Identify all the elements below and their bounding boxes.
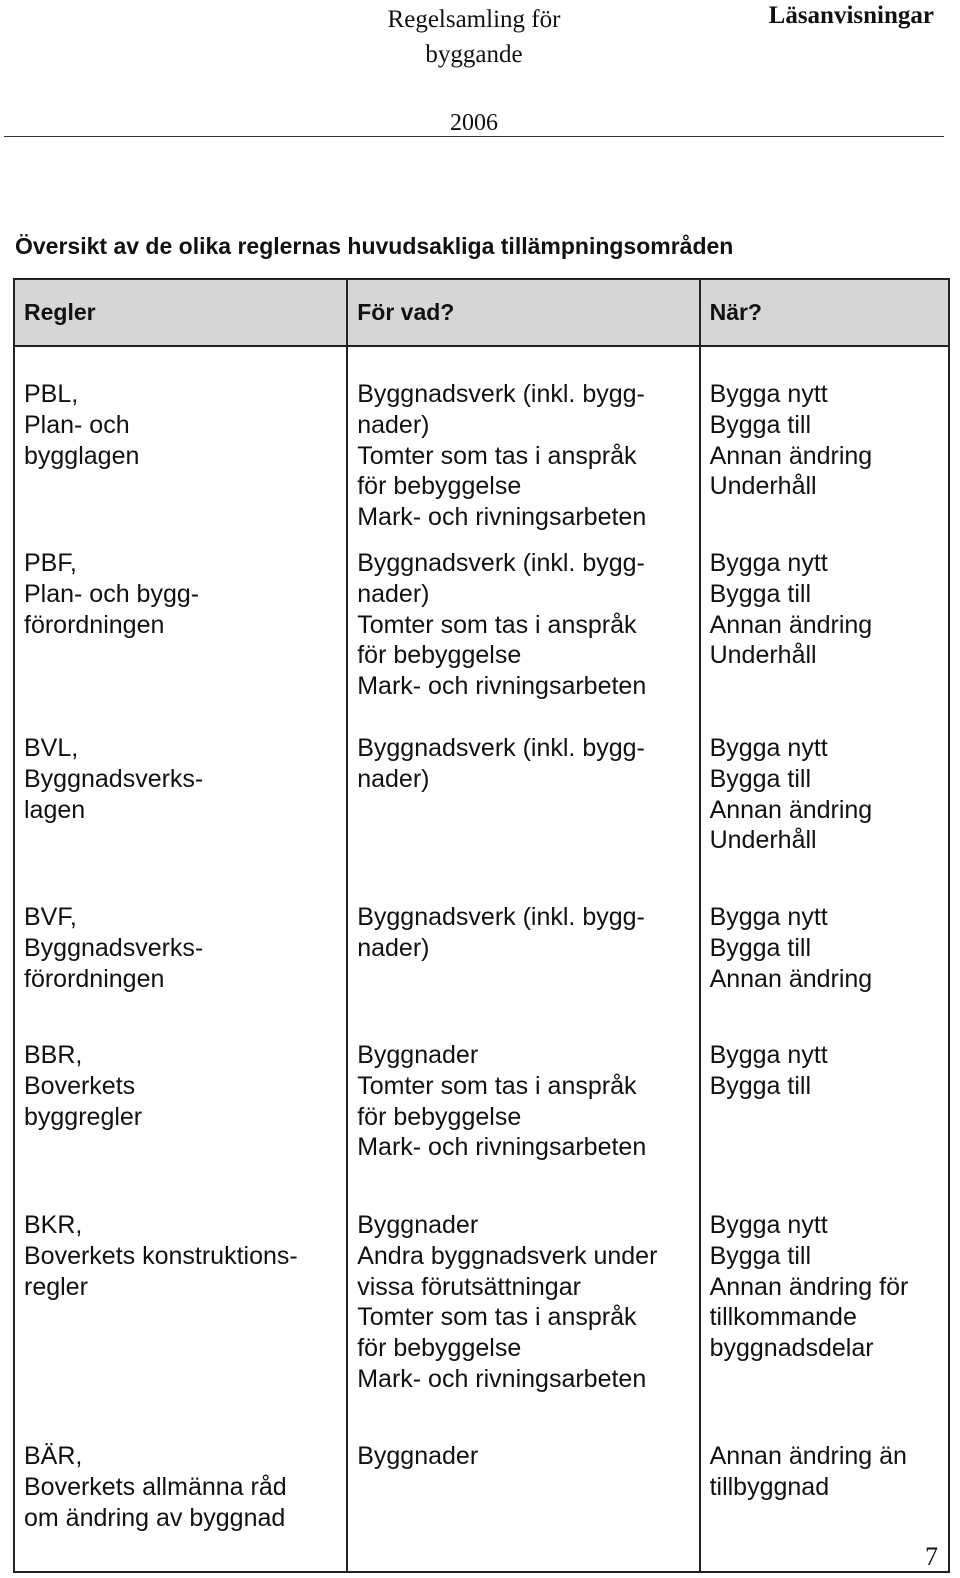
cell-line: nader) <box>357 410 430 439</box>
rules-table <box>13 278 950 1573</box>
cell-line: byggregler <box>24 1102 143 1131</box>
for-vad-cell <box>347 1025 699 1195</box>
cell-line: Byggnadsverk (inkl. bygg- <box>357 902 645 931</box>
cell-line: för bebyggelse <box>357 472 522 501</box>
cell-line: Annan ändring <box>709 441 873 470</box>
cell-line: för bebyggelse <box>357 1334 522 1363</box>
cell-line: Tomter som tas i anspråk <box>357 1071 637 1100</box>
for-vad-cell <box>347 533 699 718</box>
table-header-row <box>14 279 949 346</box>
cell-line: Mark- och rivningsarbeten <box>357 503 647 532</box>
cell-line: Byggnadsverk (inkl. bygg- <box>357 548 645 577</box>
header-divider <box>4 136 944 137</box>
for-vad-cell <box>347 887 699 1025</box>
cell-line: tillbyggnad <box>709 1472 830 1501</box>
document-title-line: Regelsamling för <box>387 6 561 33</box>
regler-cell <box>14 1025 347 1195</box>
cell-line: Underhåll <box>709 826 817 855</box>
cell-line: Bygga till <box>709 1241 812 1270</box>
cell-line: nader) <box>357 933 430 962</box>
cell-line: Bygga nytt <box>709 380 828 408</box>
cell-line: Bygga nytt <box>709 548 828 577</box>
cell-line: Mark- och rivningsarbeten <box>357 1364 647 1393</box>
table-row <box>14 1195 949 1426</box>
cell-line: förordningen <box>24 610 165 639</box>
cell-line: Tomter som tas i anspråk <box>357 610 637 639</box>
nar-cell <box>700 1426 949 1572</box>
cell-line: byggnadsdelar <box>709 1334 874 1363</box>
cell-line: Annan ändring än <box>709 1441 907 1470</box>
cell-line: Annan ändring <box>709 795 873 824</box>
cell-line: Plan- och <box>24 410 130 439</box>
cell-line: BVF, <box>24 902 77 931</box>
for-vad-cell <box>347 1195 699 1426</box>
regler-cell <box>14 1195 347 1426</box>
cell-line: PBF, <box>24 548 77 577</box>
for-vad-cell <box>347 718 699 887</box>
cell-line: regler <box>24 1272 88 1301</box>
cell-line: Byggnadsverks- <box>24 933 204 962</box>
cell-line: Bygga nytt <box>709 1210 828 1239</box>
cell-line: Bygga till <box>709 764 812 793</box>
column-header-nar: När? <box>700 279 949 346</box>
cell-line: Annan ändring <box>709 610 873 639</box>
cell-line: Annan ändring <box>709 964 873 993</box>
cell-line: för bebyggelse <box>357 1102 522 1131</box>
cell-line: vissa förutsättningar <box>357 1272 581 1301</box>
nar-cell <box>700 887 949 1025</box>
for-vad-cell <box>347 1426 699 1572</box>
nar-cell <box>700 1195 949 1426</box>
table-row <box>14 533 949 718</box>
nar-cell <box>700 533 949 718</box>
regler-cell <box>14 1426 347 1572</box>
column-header-regler: Regler <box>14 279 347 346</box>
cell-line: tillkommande <box>709 1303 857 1332</box>
cell-line: nader) <box>357 579 430 608</box>
cell-line: Bygga nytt <box>709 902 828 931</box>
cell-line: Byggnader <box>357 1210 479 1239</box>
nar-cell <box>700 718 949 887</box>
cell-line: Mark- och rivningsarbeten <box>357 1133 647 1162</box>
cell-line: Bygga nytt <box>709 1040 828 1069</box>
cell-line: BVL, <box>24 733 79 762</box>
document-title-line: byggande <box>425 41 523 68</box>
cell-line: bygglagen <box>24 441 140 470</box>
page-number: 7 <box>925 1542 938 1571</box>
cell-line: Plan- och bygg- <box>24 579 200 608</box>
nar-cell <box>700 1025 949 1195</box>
cell-line: Bygga till <box>709 579 812 608</box>
cell-line: Bygga till <box>709 410 812 439</box>
cell-line: förordningen <box>24 964 165 993</box>
cell-line: Boverkets <box>24 1071 136 1100</box>
cell-line: Byggnadsverks- <box>24 764 204 793</box>
table-row <box>14 1426 949 1572</box>
document-year: 2006 <box>450 110 498 136</box>
regler-cell <box>14 718 347 887</box>
cell-line: BKR, <box>24 1210 83 1239</box>
cell-line: Tomter som tas i anspråk <box>357 1303 637 1332</box>
document-title <box>330 2 618 72</box>
cell-line: nader) <box>357 764 430 793</box>
for-vad-cell <box>347 346 699 533</box>
table-row <box>14 887 949 1025</box>
cell-line: Andra byggnadsverk under <box>357 1241 658 1270</box>
table-row <box>14 718 949 887</box>
cell-line: för bebyggelse <box>357 641 522 670</box>
cell-line: Underhåll <box>709 472 817 501</box>
section-header: Läsanvisningar <box>768 2 934 29</box>
cell-line: Boverkets allmänna råd <box>24 1472 287 1501</box>
regler-cell <box>14 533 347 718</box>
nar-cell <box>700 346 949 533</box>
table-row <box>14 1025 949 1195</box>
cell-line: Byggnadsverk (inkl. bygg- <box>357 380 645 408</box>
cell-line: Annan ändring för <box>709 1272 909 1301</box>
cell-line: Underhåll <box>709 641 817 670</box>
cell-line: Bygga till <box>709 1071 812 1100</box>
regler-cell <box>14 887 347 1025</box>
cell-line: lagen <box>24 795 86 824</box>
column-header-for-vad: För vad? <box>347 279 699 346</box>
cell-line: Tomter som tas i anspråk <box>357 441 637 470</box>
cell-line: Bygga nytt <box>709 733 828 762</box>
cell-line: om ändring av byggnad <box>24 1503 286 1532</box>
cell-line: Mark- och rivningsarbeten <box>357 672 647 701</box>
section-title: Översikt av de olika reglernas huvudsakliga tillämpningsområden <box>15 233 734 259</box>
cell-line: BBR, <box>24 1040 83 1069</box>
cell-line: BÄR, <box>24 1441 83 1470</box>
regler-cell <box>14 346 347 533</box>
cell-line: Byggnader <box>357 1441 479 1470</box>
cell-line: PBL, <box>24 380 79 408</box>
cell-line: Byggnader <box>357 1040 479 1069</box>
cell-line: Byggnadsverk (inkl. bygg- <box>357 733 645 762</box>
cell-line: Bygga till <box>709 933 812 962</box>
table-row <box>14 346 949 533</box>
cell-line: Boverkets konstruktions- <box>24 1241 298 1270</box>
